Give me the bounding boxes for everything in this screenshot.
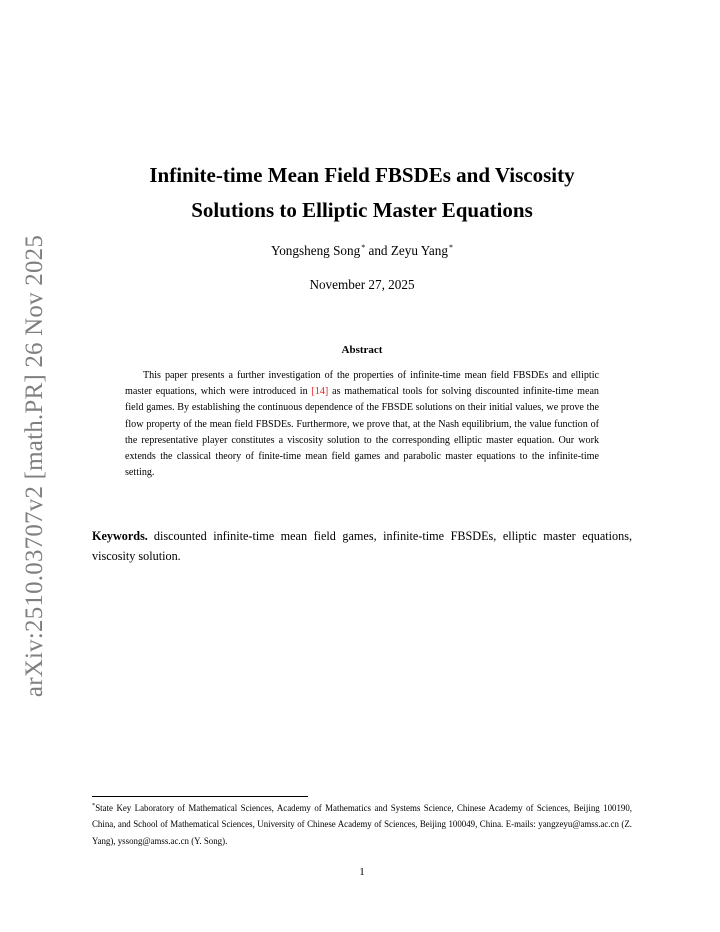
affiliation-footnote (92, 798, 632, 849)
paper-title (92, 158, 632, 228)
footnote-text: State Key Laboratory of Mathematical Sciences, Academy of Mathematics and Systems Science, Chinese Academy of Sciences, Beijing 100190, China, and School of Mathematical Sciences, University of Chinese Academy of Sciences, Beijing 100049, China. E-mails: yangzeyu@amss.ac.cn (Z. Yang), yssong@amss.ac.cn (Y. Song). (92, 803, 632, 846)
author-yang: Zeyu Yang (390, 243, 448, 258)
footnote-divider (92, 796, 308, 797)
title-line-2: Solutions to Elliptic Master Equations (191, 198, 533, 222)
abstract-text-part-2: as mathematical tools for solving discounted infinite-time mean field games. By establishing the continuous dependence of the FBSDE solutions on their initial values, we prove the flow property of the mean field FBSDEs. Furthermore, we prove that, at the Nash equilibrium, the value function of the representative player constitutes a viscosity solution to the corresponding elliptic master equation. Our work extends the classical theory of finite-time mean field games and parabolic master equations to the infinite-time setting. (125, 386, 599, 479)
author-song: Yongsheng Song (271, 243, 361, 258)
citation-link-14[interactable]: [14] (311, 386, 329, 398)
abstract-heading: Abstract (341, 344, 383, 356)
keywords-paragraph (92, 526, 632, 566)
keywords-text: discounted infinite-time mean field games, infinite-time FBSDEs, elliptic master equations, viscosity solution. (92, 529, 632, 563)
arxiv-identifier-stamp[interactable]: arXiv:2510.03707v2 [math.PR] 26 Nov 2025 (21, 234, 48, 698)
page-number: 1 (359, 866, 365, 878)
paper-date: November 27, 2025 (309, 277, 415, 292)
author-song-footnote-mark[interactable]: * (361, 243, 366, 252)
footnote-mark: * (92, 802, 96, 809)
abstract-text (125, 368, 599, 481)
title-line-1: Infinite-time Mean Field FBSDEs and Viscosity (149, 163, 575, 187)
keywords-label: Keywords. (92, 529, 148, 543)
author-yang-footnote-mark[interactable]: * (448, 243, 453, 252)
author-list (92, 243, 632, 259)
author-connector: and (368, 243, 388, 258)
abstract-text-part-1: This paper presents a further investigation of the properties of infinite-time mean field FBSDEs and elliptic master equations, which were introduced in (125, 370, 599, 398)
